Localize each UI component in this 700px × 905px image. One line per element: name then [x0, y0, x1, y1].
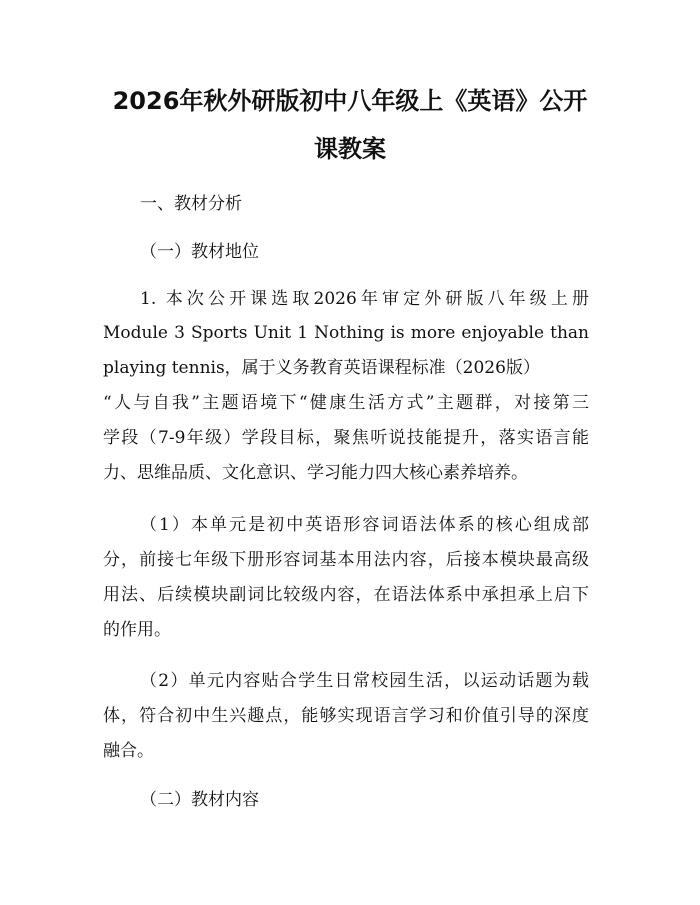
section-heading-textbook-analysis: 一、教材分析: [140, 194, 242, 214]
subsection-heading-textbook-content: （二）教材内容: [140, 790, 259, 810]
paragraph-3-line-1: （2）单元内容贴合学生日常校园生活，以运动话题为载: [140, 671, 589, 691]
paragraph-3-line-3: 融合。: [103, 741, 154, 761]
subsection-heading-textbook-position: （一）教材地位: [140, 242, 259, 262]
paragraph-1-line-5: 学段（7-9年级）学段目标，聚焦听说技能提升，落实语言能: [103, 428, 589, 448]
paragraph-1-line-3: playing tennis，属于义务教育英语课程标准（2026版）: [103, 358, 540, 378]
paragraph-1-line-4: “人与自我”主题语境下“健康生活方式”主题群，对接第三: [103, 393, 589, 413]
paragraph-2-line-4: 的作用。: [103, 620, 171, 640]
paragraph-2-line-3: 用法、后续模块副词比较级内容，在语法体系中承担承上启下: [103, 585, 589, 605]
paragraph-2-line-2: 分，前接七年级下册形容词基本用法内容，后接本模块最高级: [103, 550, 589, 570]
document-title-line-1: 2026年秋外研版初中八年级上《英语》公开: [112, 87, 588, 115]
paragraph-2-line-1: （1）本单元是初中英语形容词语法体系的核心组成部: [140, 515, 589, 535]
document-title-line-2: 课教案: [314, 135, 386, 163]
paragraph-1-line-1: 1. 本次公开课选取2026年审定外研版八年级上册: [140, 289, 589, 309]
paragraph-1-line-6: 力、思维品质、文化意识、学习能力四大核心素养培养。: [103, 463, 528, 483]
paragraph-3-line-2: 体，符合初中生兴趣点，能够实现语言学习和价值引导的深度: [103, 706, 589, 726]
paragraph-1-line-2: Module 3 Sports Unit 1 Nothing is more enjoyable than: [103, 323, 589, 343]
